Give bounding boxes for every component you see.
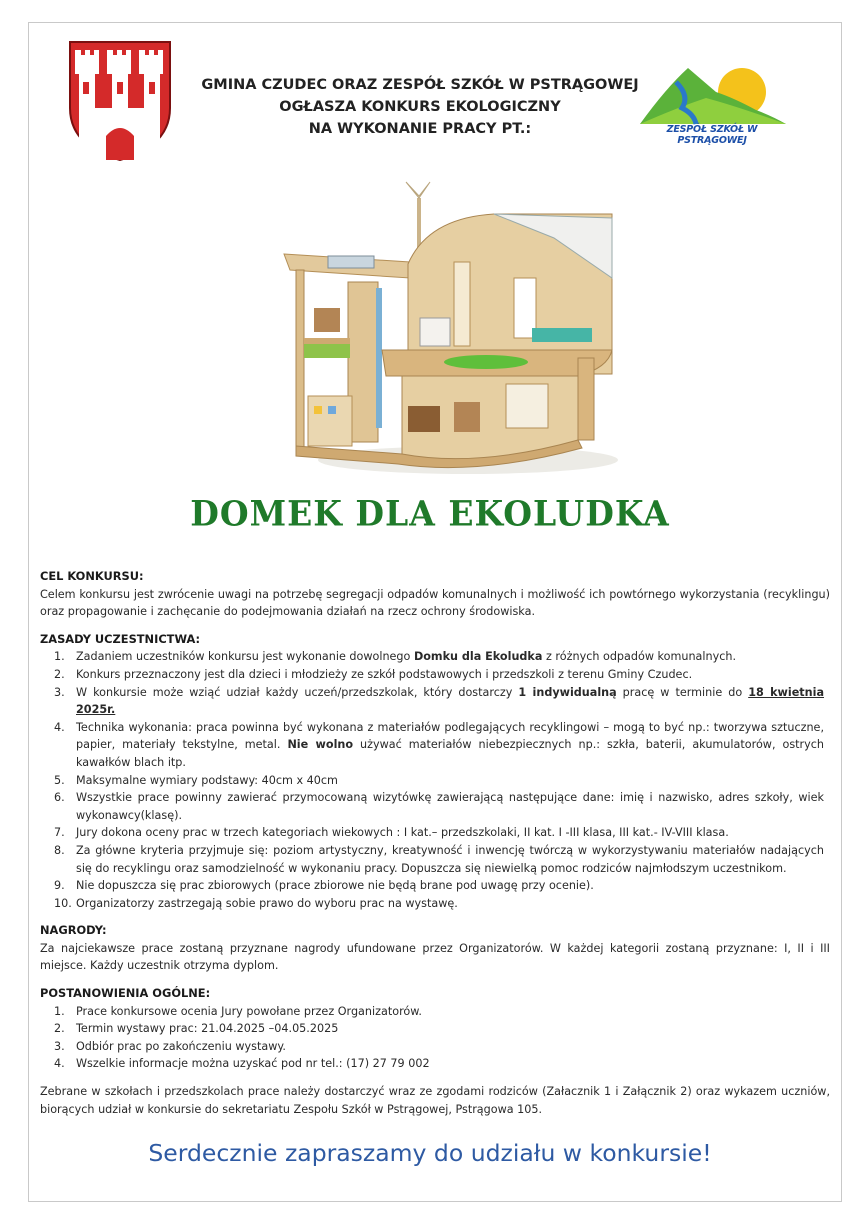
list-item: 8. Za główne kryteria przyjmuje się: poziom artystyczny, kreatywność i inwencję twórczą w wykorzystywaniu materiałów nadających się do recyklingu oraz samodzielność w wykonaniu pracy. Dopuszcza się niewielką pomoc rodziców najmłodszym uczestnikom. bbox=[54, 843, 824, 875]
list-item: 5. Maksymalne wymiary podstawy: 40cm x 40cm bbox=[54, 773, 338, 787]
list-item: 1. Zadaniem uczestników konkursu jest wykonanie dowolnego Domku dla Ekoludka z różnych odpadów komunalnych. bbox=[54, 650, 737, 664]
list-item: 6. Wszystkie prace powinny zawierać przymocowaną wizytówkę zawierającą następujące dane: imię i nazwisko, adres szkoły, wiek wykonawcy(klasę). bbox=[54, 791, 824, 822]
list-item: 4. Technika wykonania: praca powinna być wykonana z materiałów podlegających recyklingowi – mogą to być np.: tworzywa sztuczne, papier, materiały tekstylne, metal. Nie wolno używać materiałów niebezpiecznych np.: szkła, baterii, akumulatorów, ostrych kawałków blach itp. bbox=[54, 720, 824, 769]
header-announcement bbox=[180, 74, 660, 140]
zasady-list bbox=[40, 648, 830, 912]
postanowienia-heading: POSTANOWIENIA OGÓLNE: bbox=[40, 986, 211, 1001]
school-logo-text: ZESPÓŁ SZKÓŁ W PSTRĄGOWEJ bbox=[666, 124, 758, 146]
list-item: 10. Organizatorzy zastrzegają sobie prawo do wyboru prac na wystawę. bbox=[54, 896, 458, 910]
delivery-instructions: Zebrane w szkołach i przedszkolach prace należy dostarczyć wraz ze zgodami rodziców (Załacznik 1 i Załącznik 2) oraz wykazem uczniów, biorących udział w konkursie do sekretariatu Zespołu Szkół w Pstrągowej, Pstrągowa 105. bbox=[40, 1085, 830, 1116]
contest-title: DOMEK DLA EKOLUDKA bbox=[190, 493, 670, 534]
zasady-heading: ZASADY UCZESTNICTWA: bbox=[40, 631, 201, 646]
header-line-1: GMINA CZUDEC ORAZ ZESPÓŁ SZKÓŁ W PSTRĄGOWEJ bbox=[201, 77, 639, 93]
cel-text: Celem konkursu jest zwrócenie uwagi na potrzebę segregacji odpadów komunalnych i możliwość ich powtórnego wykorzystania (recyklingu) oraz propagowanie i zachęcanie do podejmowania działań na rzecz ochrony środowiska. bbox=[40, 587, 830, 619]
list-item: 9. Nie dopuszcza się prac zbiorowych (prace zbiorowe nie będą brane pod uwagę przy ocenie). bbox=[54, 879, 594, 893]
postanowienia-list bbox=[40, 1003, 830, 1073]
list-item: 3. Odbiór prac po zakończeniu wystawy. bbox=[54, 1039, 286, 1053]
closing-invitation: Serdecznie zapraszamy do udziału w konkursie! bbox=[148, 1139, 712, 1167]
list-item: 7. Jury dokona oceny prac w trzech kategoriach wiekowych : I kat.– przedszkolaki, II kat. I -III klasa, III kat.- IV-VIII klasa. bbox=[54, 826, 729, 840]
czudec-crest-logo bbox=[66, 38, 174, 164]
cel-heading: CEL KONKURSU: bbox=[40, 569, 144, 583]
list-item: 2. Termin wystawy prac: 21.04.2025 –04.05.2025 bbox=[54, 1022, 339, 1036]
list-item: 1. Prace konkursowe ocenia Jury powołane przez Organizatorów. bbox=[54, 1004, 422, 1018]
eco-dollhouse-image bbox=[278, 178, 634, 480]
header-line-2: OGŁASZA KONKURS EKOLOGICZNY bbox=[279, 99, 561, 115]
list-item: 4. Wszelkie informacje można uzyskać pod nr tel.: (17) 27 79 002 bbox=[54, 1057, 430, 1071]
nagrody-heading: NAGRODY: bbox=[40, 923, 107, 938]
list-item: 3. W konkursie może wziąć udział każdy uczeń/przedszkolak, który dostarczy 1 indywidualną pracę w terminie do 18 kwietnia 2025r. bbox=[54, 685, 825, 717]
list-item: 2. Konkurs przeznaczony jest dla dzieci i młodzieży ze szkół podstawowych i przedszkoli z terenu Gminy Czudec. bbox=[54, 667, 693, 681]
contest-rules bbox=[40, 568, 830, 1118]
nagrody-text: Za najciekawsze prace zostaną przyznane nagrody ufundowane przez Organizatorów. W każdej kategorii zostaną przyznane: I, II i III miejsce. Każdy uczestnik otrzyma dyplom. bbox=[40, 941, 830, 973]
header-line-3: NA WYKONANIE PRACY PT.: bbox=[308, 121, 532, 137]
